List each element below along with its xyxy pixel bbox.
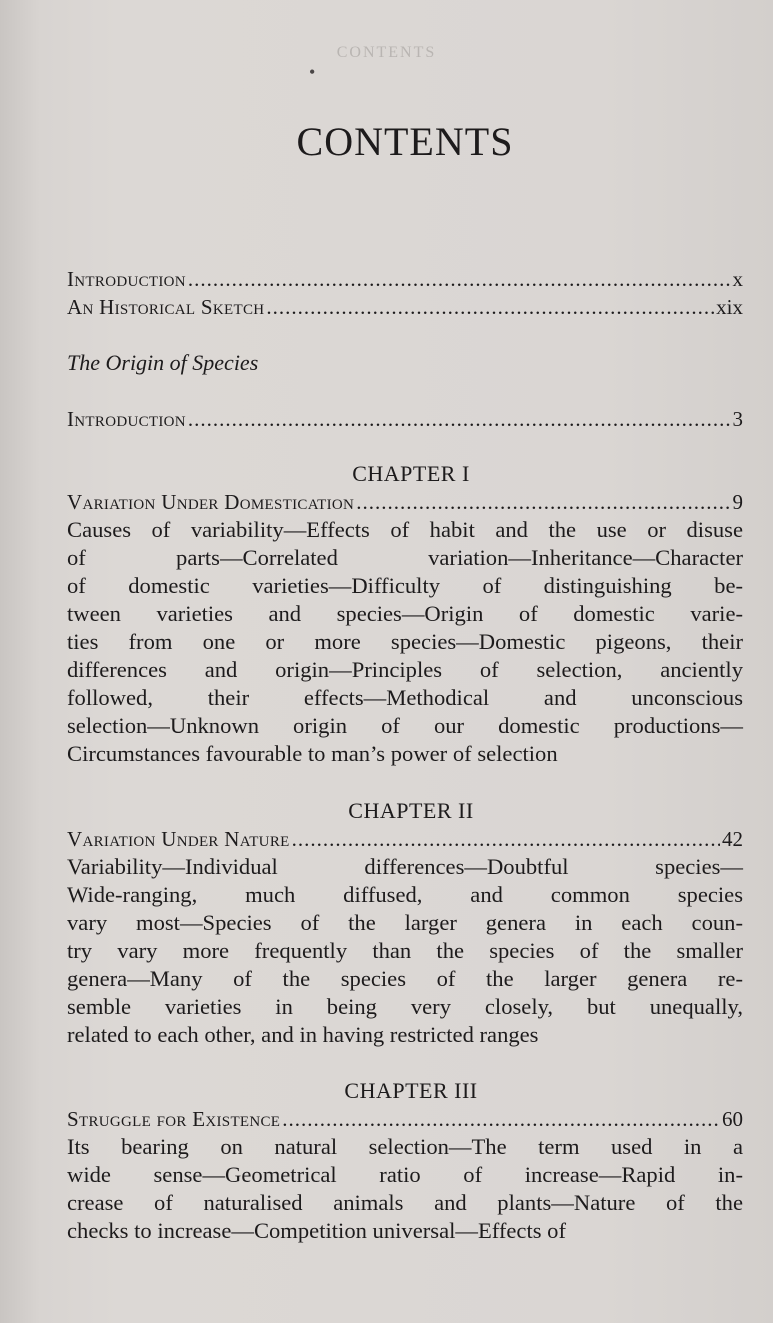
- toc-entry[interactable]: [67, 825, 743, 853]
- toc-entry[interactable]: [67, 488, 743, 516]
- summary-line: tween varieties and species—Origin of domestic varie-: [67, 601, 743, 626]
- chapter-heading: CHAPTER II: [348, 798, 474, 823]
- leader-dots: [266, 293, 714, 321]
- chapter-page: 60: [722, 1107, 743, 1131]
- summary-line: crease of naturalised animals and plants—Nature of the: [67, 1190, 743, 1215]
- chapter-summary: [67, 516, 743, 768]
- intro-entry-block: [67, 405, 743, 433]
- chapter-heading: CHAPTER I: [352, 461, 470, 486]
- summary-line: Wide-ranging, much diffused, and common species: [67, 882, 743, 907]
- chapter-block: [67, 460, 743, 768]
- summary-line: Circumstances favourable to man’s power of selection: [67, 741, 558, 766]
- leader-dots: [188, 405, 731, 433]
- leader-dots: [356, 488, 730, 516]
- chapter-block: [67, 797, 743, 1049]
- part-title: The Origin of Species: [67, 350, 259, 375]
- summary-line: semble varieties in being very closely, but unequally,: [67, 994, 743, 1019]
- summary-line: checks to increase—Competition universal—Effects of: [67, 1218, 567, 1243]
- chapter-title: Variation Under Domestication: [67, 490, 355, 514]
- summary-line: differences and origin—Principles of selection, anciently: [67, 657, 743, 682]
- toc-entry-page: xix: [716, 295, 743, 319]
- running-head: CONTENTS: [336, 44, 437, 61]
- summary-line: try vary more frequently than the species of the smaller: [67, 938, 743, 963]
- chapter-block: [67, 1077, 743, 1245]
- summary-line: of parts—Correlated variation—Inheritance—Character: [67, 545, 743, 570]
- summary-line: related to each other, and in having restricted ranges: [67, 1022, 539, 1047]
- summary-line: Causes of variability—Effects of habit and the use or disuse: [67, 517, 743, 542]
- leader-dots: [188, 265, 731, 293]
- toc-entry-label: Introduction: [67, 407, 186, 431]
- ink-speck: •: [309, 62, 316, 82]
- toc-entry[interactable]: [67, 265, 743, 293]
- toc-entry[interactable]: [67, 293, 743, 321]
- toc-entry-label: An Historical Sketch: [67, 295, 265, 319]
- summary-line: genera—Many of the species of the larger genera re-: [67, 966, 743, 991]
- summary-line: Variability—Individual differences—Doubtful species—: [67, 854, 743, 879]
- leader-dots: [292, 825, 720, 853]
- toc-entry-page: x: [732, 267, 743, 291]
- summary-line: followed, their effects—Methodical and unconscious: [67, 685, 743, 710]
- toc-entry[interactable]: [67, 405, 743, 433]
- chapter-title: Variation Under Nature: [67, 827, 290, 851]
- chapter-summary: [67, 1133, 743, 1245]
- summary-line: wide sense—Geometrical ratio of increase—Rapid in-: [67, 1162, 743, 1187]
- toc-entry-label: Introduction: [67, 267, 186, 291]
- summary-line: vary most—Species of the larger genera in each coun-: [67, 910, 743, 935]
- summary-line: Its bearing on natural selection—The term used in a: [67, 1134, 743, 1159]
- toc-entry-page: 3: [732, 407, 743, 431]
- chapter-page: 42: [722, 827, 743, 851]
- summary-line: ties from one or more species—Domestic pigeons, their: [67, 629, 743, 654]
- summary-line: selection—Unknown origin of our domestic productions—: [67, 713, 743, 738]
- front-matter-list: [67, 265, 743, 321]
- toc-entry[interactable]: [67, 1105, 743, 1133]
- chapter-heading: CHAPTER III: [344, 1078, 478, 1103]
- chapter-title: Struggle for Existence: [67, 1107, 281, 1131]
- page-title: CONTENTS: [296, 119, 514, 164]
- summary-line: of domestic varieties—Difficulty of distinguishing be-: [67, 573, 743, 598]
- leader-dots: [282, 1105, 720, 1133]
- chapter-summary: [67, 853, 743, 1049]
- chapter-page: 9: [732, 490, 743, 514]
